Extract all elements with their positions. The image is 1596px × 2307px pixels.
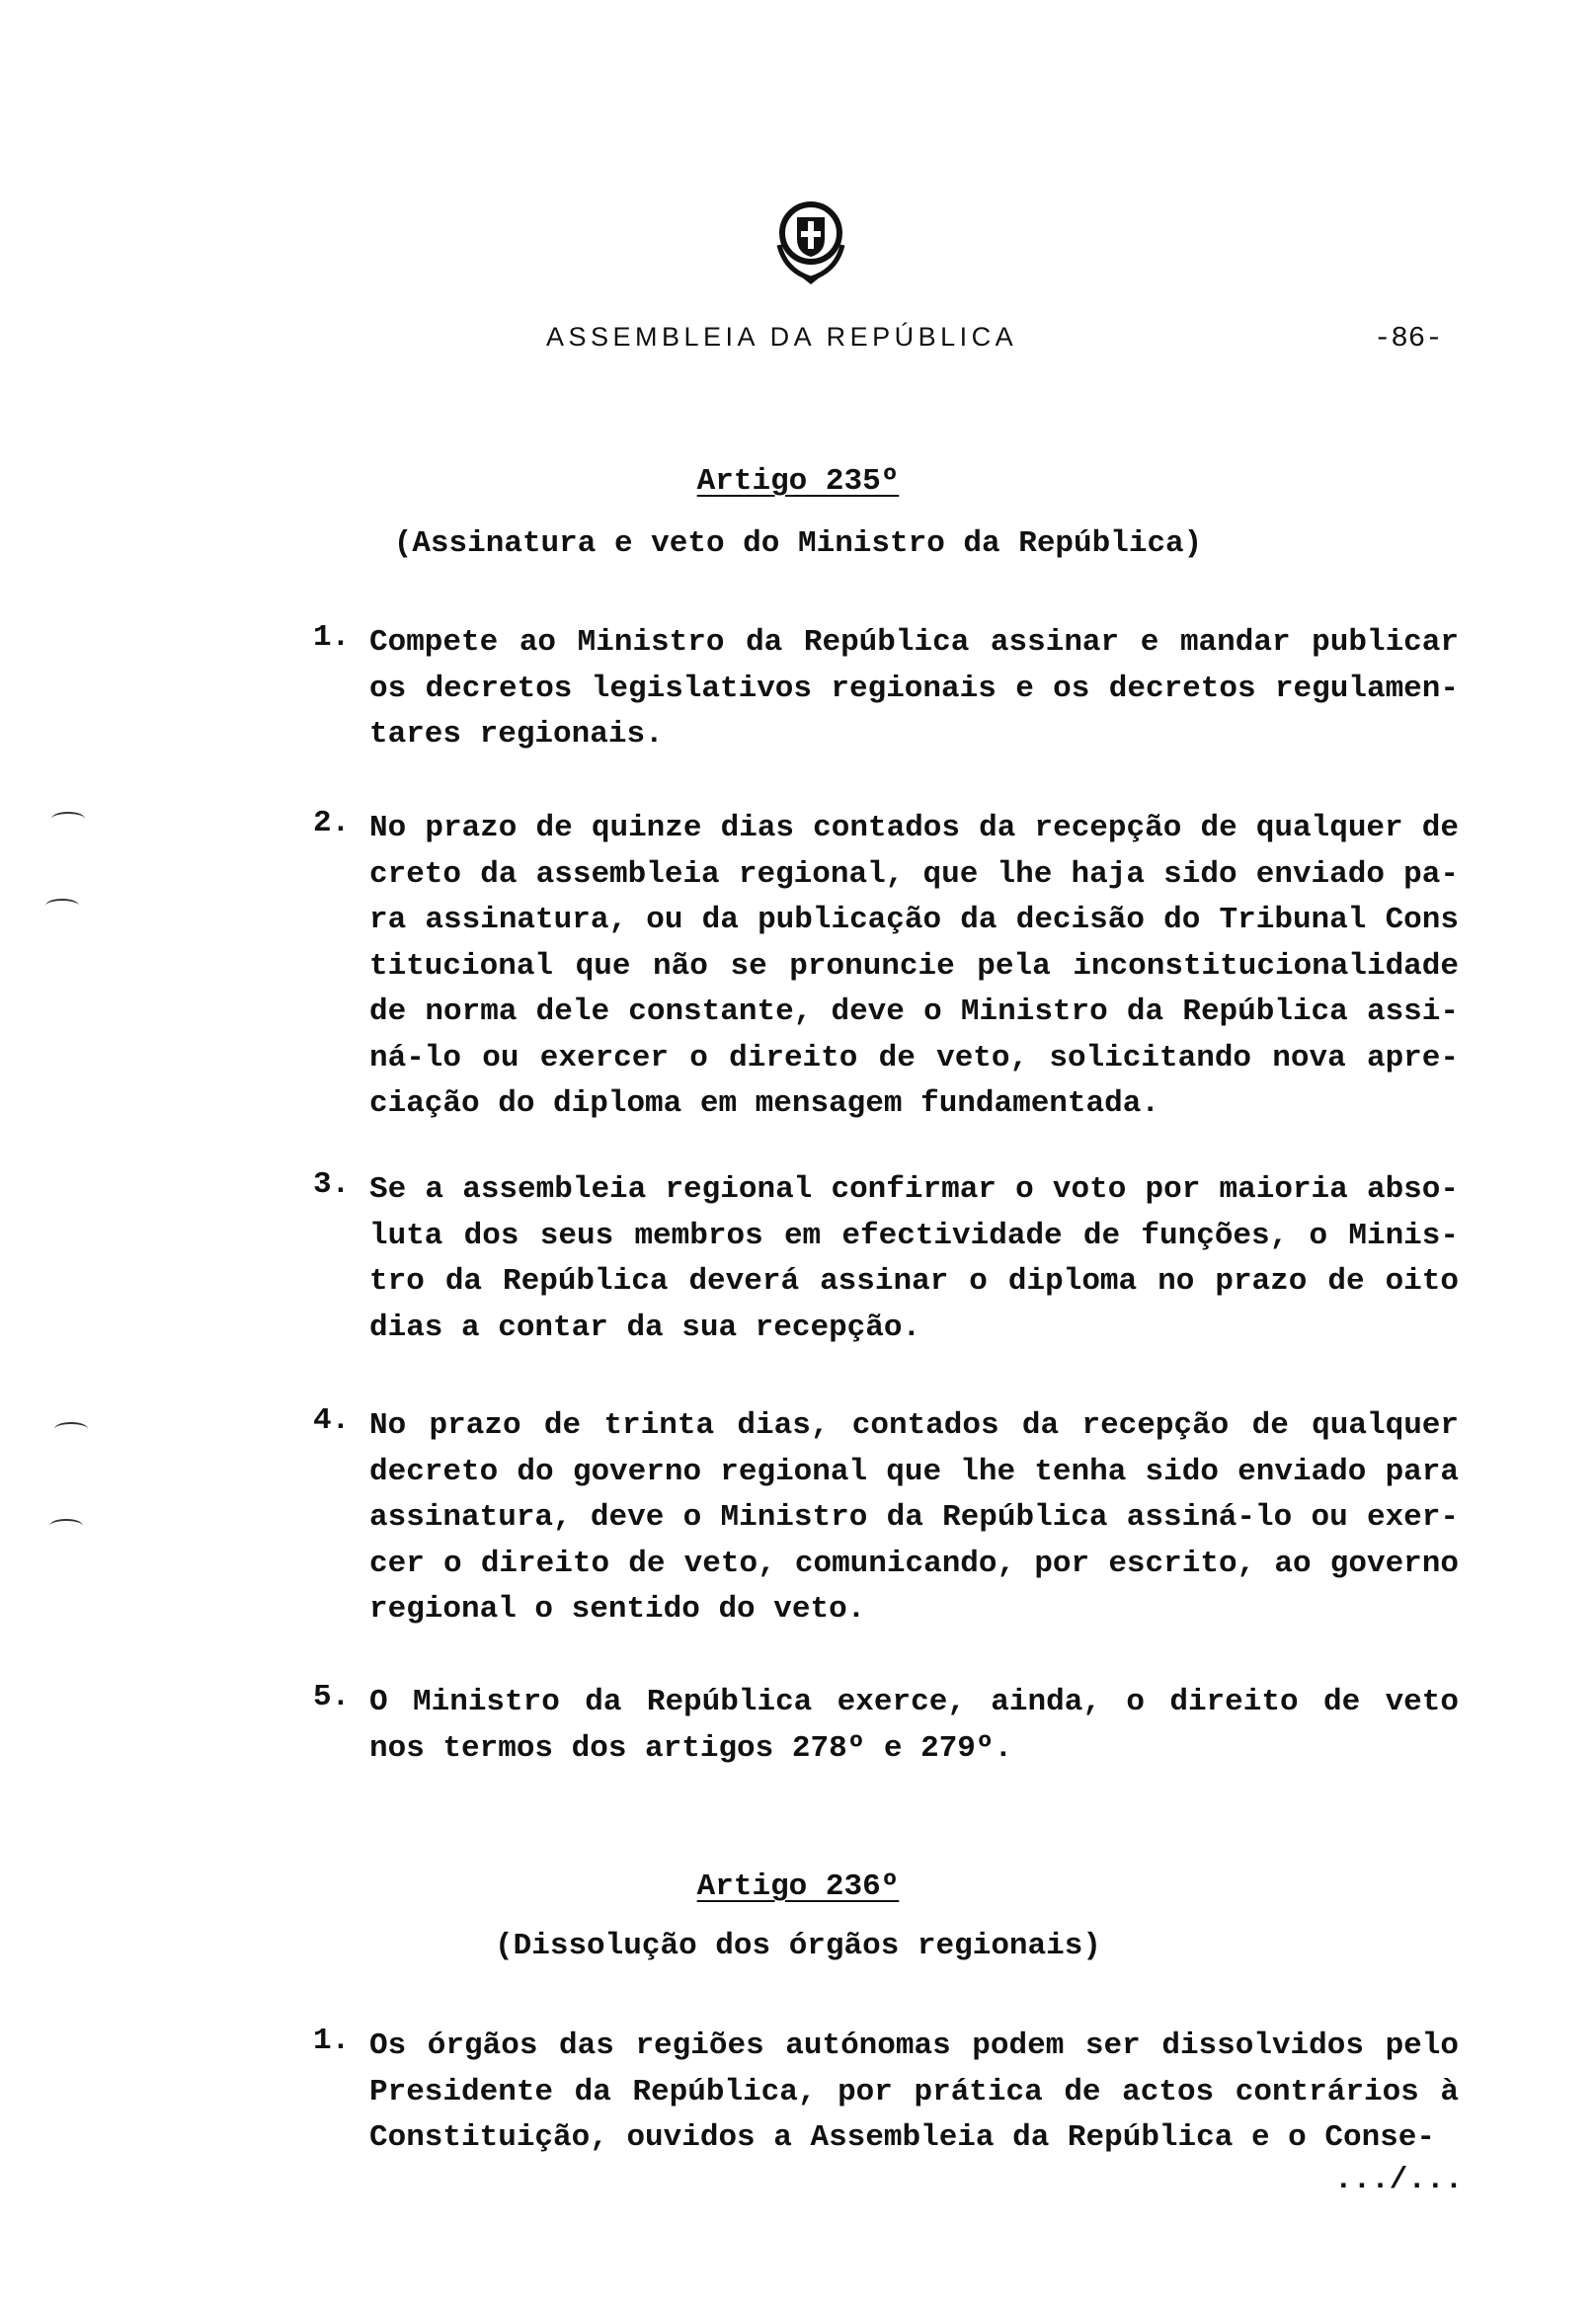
text-line: Os órgãos das regiões autónomas podem ser dissolvidos pelo (369, 2029, 1459, 2063)
numbered-paragraph (313, 1167, 1459, 1351)
paragraph-number: 2. (313, 806, 351, 840)
paragraph-number: 4. (313, 1403, 351, 1438)
margin-mark (51, 812, 85, 826)
paragraph-text (369, 1403, 1459, 1633)
paragraph-number: 5. (313, 1680, 351, 1714)
article-subtitle: (Assinatura e veto do Ministro da República) (393, 526, 1203, 561)
institution-header: ASSEMBLEIA DA REPÚBLICA (546, 322, 1018, 352)
numbered-paragraph (313, 806, 1459, 1128)
paragraph-text (369, 1680, 1459, 1772)
text-line: cer o direito de veto, comunicando, por escrito, ao governo (369, 1546, 1459, 1581)
paragraph-number: 1. (313, 2024, 351, 2058)
numbered-paragraph (313, 1403, 1459, 1633)
text-line: dias a contar da sua recepção. (369, 1310, 921, 1345)
paragraph-text (369, 2024, 1459, 2162)
page-number: -86- (1374, 322, 1443, 355)
margin-mark (45, 899, 79, 913)
text-line: Presidente da República, por prática de actos contrários à (369, 2074, 1459, 2109)
margin-mark (54, 1422, 88, 1436)
paragraph-number: 1. (313, 620, 351, 655)
text-line: titucional que não se pronuncie pela inconstitucionalidade (369, 948, 1459, 984)
text-line: Se a assembleia regional confirmar o voto por maioria abso- (369, 1172, 1459, 1207)
continuation-marker: .../... (1334, 2163, 1464, 2197)
margin-mark (49, 1519, 83, 1533)
text-line: No prazo de trinta dias, contados da recepção de qualquer (369, 1408, 1459, 1443)
text-line: luta dos seus membros em efectividade de funções, o Minis- (369, 1218, 1459, 1253)
paragraph-text (369, 620, 1459, 758)
coat-of-arms-emblem (773, 198, 848, 286)
text-line: decreto do governo regional que lhe tenha sido enviado para (369, 1454, 1459, 1489)
text-line: de norma dele constante, deve o Ministro da República assi- (369, 994, 1459, 1029)
text-line: tro da República deverá assinar o diploma no prazo de oito (369, 1264, 1459, 1299)
text-line: ciação do diploma em mensagem fundamentada. (369, 1086, 1159, 1121)
text-line: nos termos dos artigos 278º e 279º. (369, 1730, 1013, 1766)
text-line: Compete ao Ministro da República assinar e mandar publicar (369, 625, 1459, 660)
paragraph-number: 3. (313, 1167, 351, 1202)
numbered-paragraph (313, 2024, 1459, 2162)
paragraph-text (369, 1167, 1459, 1351)
paragraph-text (369, 806, 1459, 1128)
text-line: os decretos legislativos regionais e os decretos regulamen- (369, 671, 1459, 706)
text-line: tares regionais. (369, 717, 664, 752)
text-line: regional o sentido do veto. (369, 1592, 866, 1627)
text-line: assinatura, deve o Ministro da República assiná-lo ou exer- (369, 1500, 1459, 1535)
article-title-row (0, 1869, 1596, 1904)
article-title-row (0, 464, 1596, 499)
text-line: Constituição, ouvidos a Assembleia da República e o Conse- (369, 2120, 1435, 2155)
text-line: ná-lo ou exercer o direito de veto, solicitando nova apre- (369, 1040, 1459, 1075)
numbered-paragraph (313, 620, 1459, 758)
article-subtitle: (Dissolução dos órgãos regionais) (495, 1929, 1101, 1963)
text-line: creto da assembleia regional, que lhe haja sido enviado pa- (369, 856, 1459, 892)
article-title: Artigo 236º (696, 1869, 900, 1904)
text-line: O Ministro da República exerce, ainda, o direito de veto (369, 1685, 1459, 1719)
text-line: No prazo de quinze dias contados da recepção de qualquer de (369, 811, 1459, 845)
numbered-paragraph (313, 1680, 1459, 1772)
text-line: ra assinatura, ou da publicação da decisão do Tribunal Cons (369, 903, 1459, 937)
article-title: Artigo 235º (696, 464, 900, 499)
